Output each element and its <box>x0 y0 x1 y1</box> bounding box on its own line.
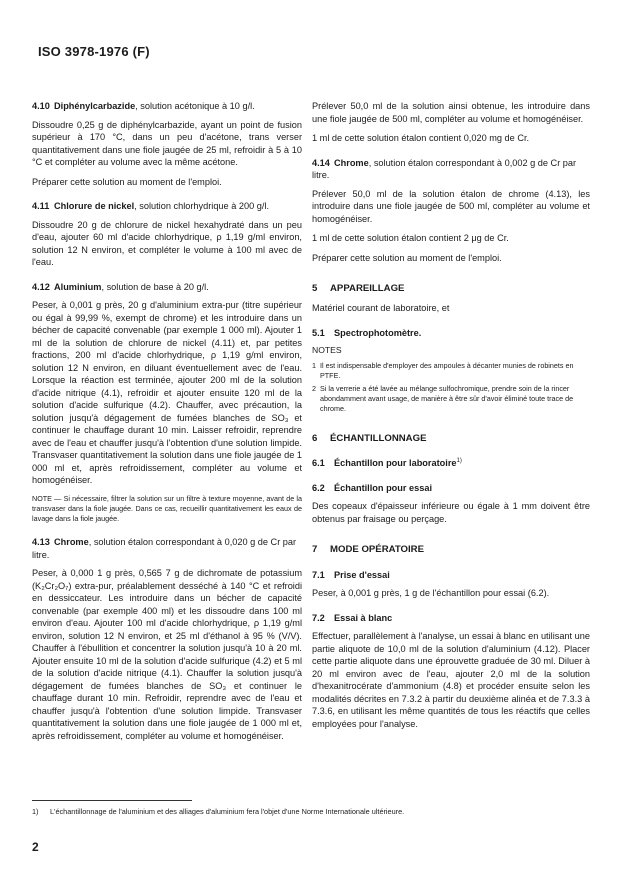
section-6-2 <box>312 482 590 495</box>
paragraph: Effectuer, parallèlement à l'analyse, un essai à blanc en utilisant une partie aliquote de 10,0 ml de la solution d'aluminium (4.12). Placer cette partie aliquote dans une éprouvette graduée de 30 ml. Diluer à 20 ml environ avec de l'eau, ajouter 2,0 ml de la solution d'hexanitrocérate d'ammonium (4.8) et procéder ensuite selon les modalités décrites en 7.3.2 à partir du deuxième alinéa et de 7.3.3 à 7.3.6, en utilisant les même quantités de tous les réactifs que celles employées pour l'analyse. <box>312 631 590 729</box>
left-column <box>32 100 302 749</box>
section-number: 7.1 <box>312 569 325 580</box>
section-title: Aluminium <box>54 281 102 292</box>
paragraph: 1 ml de cette solution étalon contient 0,020 mg de Cr. <box>312 133 530 144</box>
section-4-13 <box>32 536 302 561</box>
paragraph: Préparer cette solution au moment de l'emploi. <box>32 176 222 187</box>
notes-list <box>312 361 590 414</box>
section-number: 7.2 <box>312 612 325 623</box>
section-title: Spectrophotomètre. <box>334 327 422 338</box>
section-7-heading <box>312 543 590 556</box>
section-4-10 <box>32 100 302 113</box>
paragraph: Peser, à 0,001 g près, 1 g de l'échantillon pour essai (6.2). <box>312 588 550 599</box>
section-subtitle: , solution étalon correspondant à 0,020 g de Cr par litre. <box>32 537 297 560</box>
section-title: Prise d'essai <box>334 569 390 580</box>
section-4-12 <box>32 281 302 294</box>
footnote-reference: 1) <box>456 458 462 465</box>
section-title: Échantillon pour laboratoire <box>334 458 457 469</box>
section-title: Échantillon pour essai <box>334 482 433 493</box>
paragraph: Prélever 50,0 ml de la solution étalon de chrome (4.13), les introduire dans une fiole jaugée de 500 ml, compléter au volume et homogénéiser. <box>312 188 590 224</box>
section-title: Chrome <box>334 157 369 168</box>
section-title: Essai à blanc <box>334 612 393 623</box>
section-number: 7 <box>312 544 318 556</box>
section-subtitle: , solution de base à 20 g/l. <box>101 281 209 292</box>
section-number: 4.11 <box>32 201 50 212</box>
section-number: 4.14 <box>312 157 330 168</box>
paragraph: Préparer cette solution au moment de l'emploi. <box>312 252 502 263</box>
section-number: 4.10 <box>32 101 50 111</box>
note-text: Il est indispensable d'employer des ampoules à décanter munies de robinets en PTFE. <box>320 360 574 380</box>
note-text: Si la verrerie a été lavée au mélange sulfochromique, prendre soin de la rincer abondamment avant usage, de manière à être sûr d'avoir éliminé toute trace de chrome. <box>320 384 574 414</box>
section-number: 6 <box>312 433 318 445</box>
footnote <box>32 807 592 816</box>
section-5-heading <box>312 282 590 295</box>
section-title: Chrome <box>54 537 89 548</box>
section-6-1 <box>312 457 590 470</box>
section-title: Chlorure de nickel <box>54 201 135 212</box>
section-title: Diphénylcarbazide <box>54 101 136 111</box>
notes-heading: NOTES <box>312 345 342 356</box>
note-number: 2 <box>312 384 316 394</box>
paragraph: Peser, à 0,001 g près, 20 g d'aluminium extra-pur (titre supérieur ou égal à 99,99 %, exempt de chrome) et les introduire dans un bécher de capacité convenable (par exemple 1 000 ml). Ajouter 1 ml de la solution de chlorure de nickel (4.11) et, par petites fractions, 200 ml d'acide chlorhydrique, ρ 1,19 g/ml environ, solution 12 N environ, en diluant éventuellement avec de l'eau. Lorsque la réaction est terminée, ajouter 200 ml de la solution d'acide nitrique (4.1), refroidir et ajouter ensuite 120 ml de la solution d'acide sulfurique (4.2). Chauffer, avec précaution, la solution jusqu'à dégagement de fumées blanches de SO₃ et continuer le chauffage durant 10 min. Laisser refroidir, reprendre avec de l'eau et chauffer jusqu'à l'obtention d'une solution limpide. Transvaser quantitativement la solution dans une fiole jaugée de 1 000 ml et, après refroidissement, compléter au volume et homogénéiser. <box>32 300 302 486</box>
paragraph: Dissoudre 20 g de chlorure de nickel hexahydraté dans un peu d'eau, ajouter 60 ml d'acide chlorhydrique, ρ 1,19 g/ml environ, solution 12 N environ, et compléter le volume à 100 ml avec de l'eau. <box>32 219 302 268</box>
note-number: 1 <box>312 360 316 370</box>
footnote-text: L'échantillonnage de l'aluminium et des alliages d'aluminium fera l'objet d'une Norme Internationale ultérieure. <box>50 807 405 816</box>
page-number: 2 <box>32 840 39 854</box>
section-subtitle: , solution chlorhydrique à 200 g/l. <box>134 201 270 212</box>
section-number: 5.1 <box>312 327 325 338</box>
paragraph: 1 ml de cette solution étalon contient 2 μg de Cr. <box>312 233 509 244</box>
section-title: ÉCHANTILLONNAGE <box>330 433 427 445</box>
paragraph: Dissoudre 0,25 g de diphénylcarbazide, ayant un point de fusion supérieur à 170 °C, dans un peu d'acétone, trans verser quantitativement dans une fiole jaugée de 25 ml, refroidir à 5 à 10 °C et compléter au volume avec la même acétone. <box>32 119 302 168</box>
paragraph: Des copeaux d'épaisseur inférieure ou égale à 1 mm doivent être obtenus par fraisage ou perçage. <box>312 501 590 524</box>
section-number: 4.12 <box>32 281 50 292</box>
section-number: 6.1 <box>312 458 325 469</box>
section-7-2 <box>312 612 590 625</box>
note-item <box>312 361 590 381</box>
section-subtitle: , solution acétonique à 10 g/l. <box>135 101 255 111</box>
section-number: 6.2 <box>312 482 325 493</box>
section-number: 5 <box>312 283 318 295</box>
footnote-number: 1) <box>32 807 39 816</box>
paragraph: Matériel courant de laboratoire, et <box>312 303 450 314</box>
note: NOTE — Si nécessaire, filtrer la solution sur un filtre à texture moyenne, avant de la transvaser dans la fiole jaugée. Dans ce cas, recueillir quantitativement les eaux de lavage dans la fiole jaugée. <box>32 493 302 524</box>
document-id: ISO 3978-1976 (F) <box>38 44 150 59</box>
section-7-1 <box>312 569 590 582</box>
section-number: 4.13 <box>32 537 50 548</box>
section-title: MODE OPÉRATOIRE <box>330 544 424 556</box>
section-6-heading <box>312 432 590 445</box>
paragraph: Prélever 50,0 ml de la solution ainsi obtenue, les introduire dans une fiole jaugée de 500 ml, compléter au volume et homogénéiser. <box>312 101 590 124</box>
note-item <box>312 384 590 414</box>
right-column <box>312 100 590 737</box>
section-4-11 <box>32 200 302 213</box>
section-subtitle: , solution étalon correspondant à 0,002 g de Cr par litre. <box>312 157 577 181</box>
footnote-divider <box>32 800 192 801</box>
section-4-14 <box>312 157 590 182</box>
section-5-1 <box>312 327 590 340</box>
paragraph: Peser, à 0,000 1 g près, 0,565 7 g de dichromate de potassium (K₂Cr₂O₇) extra-pur, préalablement desséché à 140 °C et refroidi en dessiccateur. Les introduire dans un bécher de capacité convenable (par exemple 400 ml) et les dissoudre dans 100 ml environ d'eau. Ajouter 100 ml d'acide chlorhydrique, ρ 1,19 g/ml environ, solution 12 N environ, et 25 ml d'éthanol à 95 % (V/V). Chauffer à l'ébullition et concentrer la solution jusqu'à 10 à 20 ml. Ajouter ensuite 10 ml de la solution d'acide sulfurique (4.2) et 5 ml de la solution d'acide nitrique (4.1). Chauffer la solution jusqu'à dégagement de fumées blanches de SO₃ et continuer le chauffage durant 10 min. Refroidir, reprendre avec de l'eau et chauffer jusqu'à l'obtention d'une solution limpide. Transvaser quantitativement la solution dans une fiole jaugée de 1 000 ml et, après refroidissement, compléter au volume et homogénéiser. <box>32 568 302 741</box>
section-title: APPAREILLAGE <box>330 283 405 295</box>
